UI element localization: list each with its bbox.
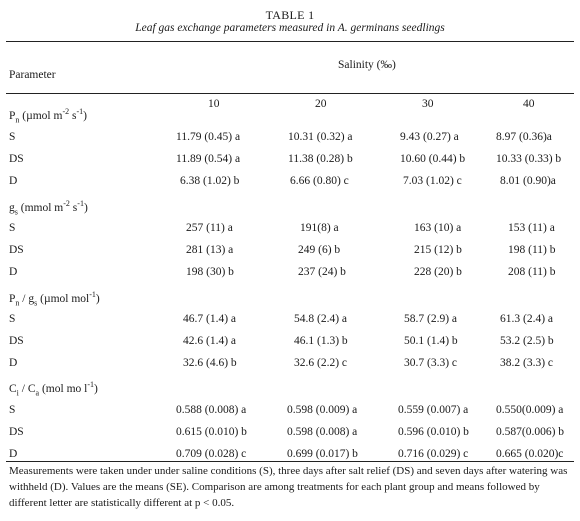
- header-rule: [6, 93, 574, 94]
- table-footnote: Measurements were taken under under saline conditions (S), three days after salt relief (DS) and seven days after watering was withheld (D). Values are the means (SE). Comparison are among treatments for each plant group and means followed by different letter are statistically different at p < 0.05.: [9, 465, 568, 509]
- row-label: D: [9, 175, 18, 187]
- section-header-pn: $P_n$ (µmol $m^{-2}$ $s^{-1}$): [9, 107, 87, 125]
- table-cell: 163 (10) a: [414, 222, 462, 234]
- table-cell: 215 (12) b: [414, 244, 462, 256]
- table-cell: 0.699 (0.017) b: [287, 448, 358, 460]
- row-label: D: [9, 357, 18, 369]
- table-cell: 6.66 (0.80) c: [290, 175, 349, 187]
- table-cell: 198 (30) b: [186, 266, 234, 278]
- table-cell: 10.33 (0.33) b: [496, 153, 562, 165]
- table-title: TABLE 1: [265, 8, 315, 22]
- table-cell: 50.1 (1.4) b: [404, 335, 458, 347]
- row-label: DS: [9, 335, 24, 347]
- section-header-pn-gs: $P_n / g_s$ (µmol mol$^{-1}$): [9, 290, 100, 308]
- table-cell: 191(8) a: [300, 222, 339, 234]
- top-rule: [6, 41, 574, 42]
- column-header-30: 30: [422, 98, 434, 110]
- table-cell: 11.38 (0.28) b: [288, 153, 353, 165]
- row-label: S: [9, 313, 16, 325]
- table-cell: 0.615 (0.010) b: [176, 426, 247, 438]
- table-cell: 9.43 (0.27) a: [400, 131, 459, 143]
- table-cell: 46.1 (1.3) b: [294, 335, 348, 347]
- table-cell: 32.6 (4.6) b: [183, 357, 237, 369]
- table-cell: 0.665 (0.020)c: [496, 448, 564, 460]
- row-label: D: [9, 266, 18, 278]
- section-header-gs: $g_s$ (mmol $m^{-2}$ $s^{-1}$): [9, 199, 88, 217]
- table-cell: 30.7 (3.3) c: [404, 357, 458, 369]
- row-label: S: [9, 222, 16, 234]
- row-label: D: [9, 448, 18, 460]
- table-cell: 32.6 (2.2) c: [294, 357, 348, 369]
- table-cell: 42.6 (1.4) a: [183, 335, 237, 347]
- table-cell: 257 (11) a: [186, 222, 233, 234]
- row-label: S: [9, 404, 16, 416]
- table-cell: 11.79 (0.45) a: [176, 131, 241, 143]
- table-cell: 281 (13) a: [186, 244, 234, 256]
- table-cell: 46.7 (1.4) a: [183, 313, 237, 325]
- table-cell: 8.97 (0.36)a: [496, 131, 552, 143]
- salinity-header: Salinity (‰): [338, 59, 396, 71]
- row-label: DS: [9, 426, 24, 438]
- table-cell: 208 (11) b: [508, 266, 556, 278]
- table-cell: 7.03 (1.02) c: [403, 175, 462, 187]
- table-cell: 61.3 (2.4) a: [500, 313, 554, 325]
- table-cell: 198 (11) b: [508, 244, 556, 256]
- parameter-header: Parameter: [9, 69, 56, 81]
- table-cell: 11.89 (0.54) a: [176, 153, 241, 165]
- table-cell: 249 (6) b: [298, 244, 341, 256]
- table-cell: 0.559 (0.007) a: [398, 404, 469, 416]
- table-cell: 0.598 (0.009) a: [287, 404, 358, 416]
- table-cell: 0.596 (0.010) b: [398, 426, 469, 438]
- table-subtitle: Leaf gas exchange parameters measured in A. germinans seedlings: [135, 22, 445, 34]
- table-cell: 38.2 (3.3) c: [500, 357, 554, 369]
- column-header-40: 40: [523, 98, 535, 110]
- table-cell: 0.716 (0.029) c: [398, 448, 469, 460]
- table-cell: 0.709 (0.028) c: [176, 448, 247, 460]
- bottom-rule: [6, 461, 574, 462]
- table-cell: 6.38 (1.02) b: [180, 175, 240, 187]
- table-cell: 228 (20) b: [414, 266, 462, 278]
- table-cell: 53.2 (2.5) b: [500, 335, 554, 347]
- table-cell: 10.60 (0.44) b: [400, 153, 466, 165]
- column-header-20: 20: [315, 98, 327, 110]
- section-header-ci-ca: $C_i / C_a$ (mol mo $l^{-1}$): [9, 380, 98, 398]
- table-cell: 0.587(0.006) b: [496, 426, 565, 438]
- table-cell: 58.7 (2.9) a: [404, 313, 458, 325]
- column-header-10: 10: [208, 98, 220, 110]
- table-cell: 153 (11) a: [508, 222, 555, 234]
- table-cell: 8.01 (0.90)a: [500, 175, 556, 187]
- table-cell: 0.588 (0.008) a: [176, 404, 247, 416]
- row-label: DS: [9, 244, 24, 256]
- row-label: DS: [9, 153, 24, 165]
- table-cell: 54.8 (2.4) a: [294, 313, 348, 325]
- table-cell: 0.598 (0.008) a: [287, 426, 358, 438]
- table-cell: 0.550(0.009) a: [496, 404, 564, 416]
- table-cell: 10.31 (0.32) a: [288, 131, 353, 143]
- table-cell: 237 (24) b: [298, 266, 346, 278]
- row-label: S: [9, 131, 16, 143]
